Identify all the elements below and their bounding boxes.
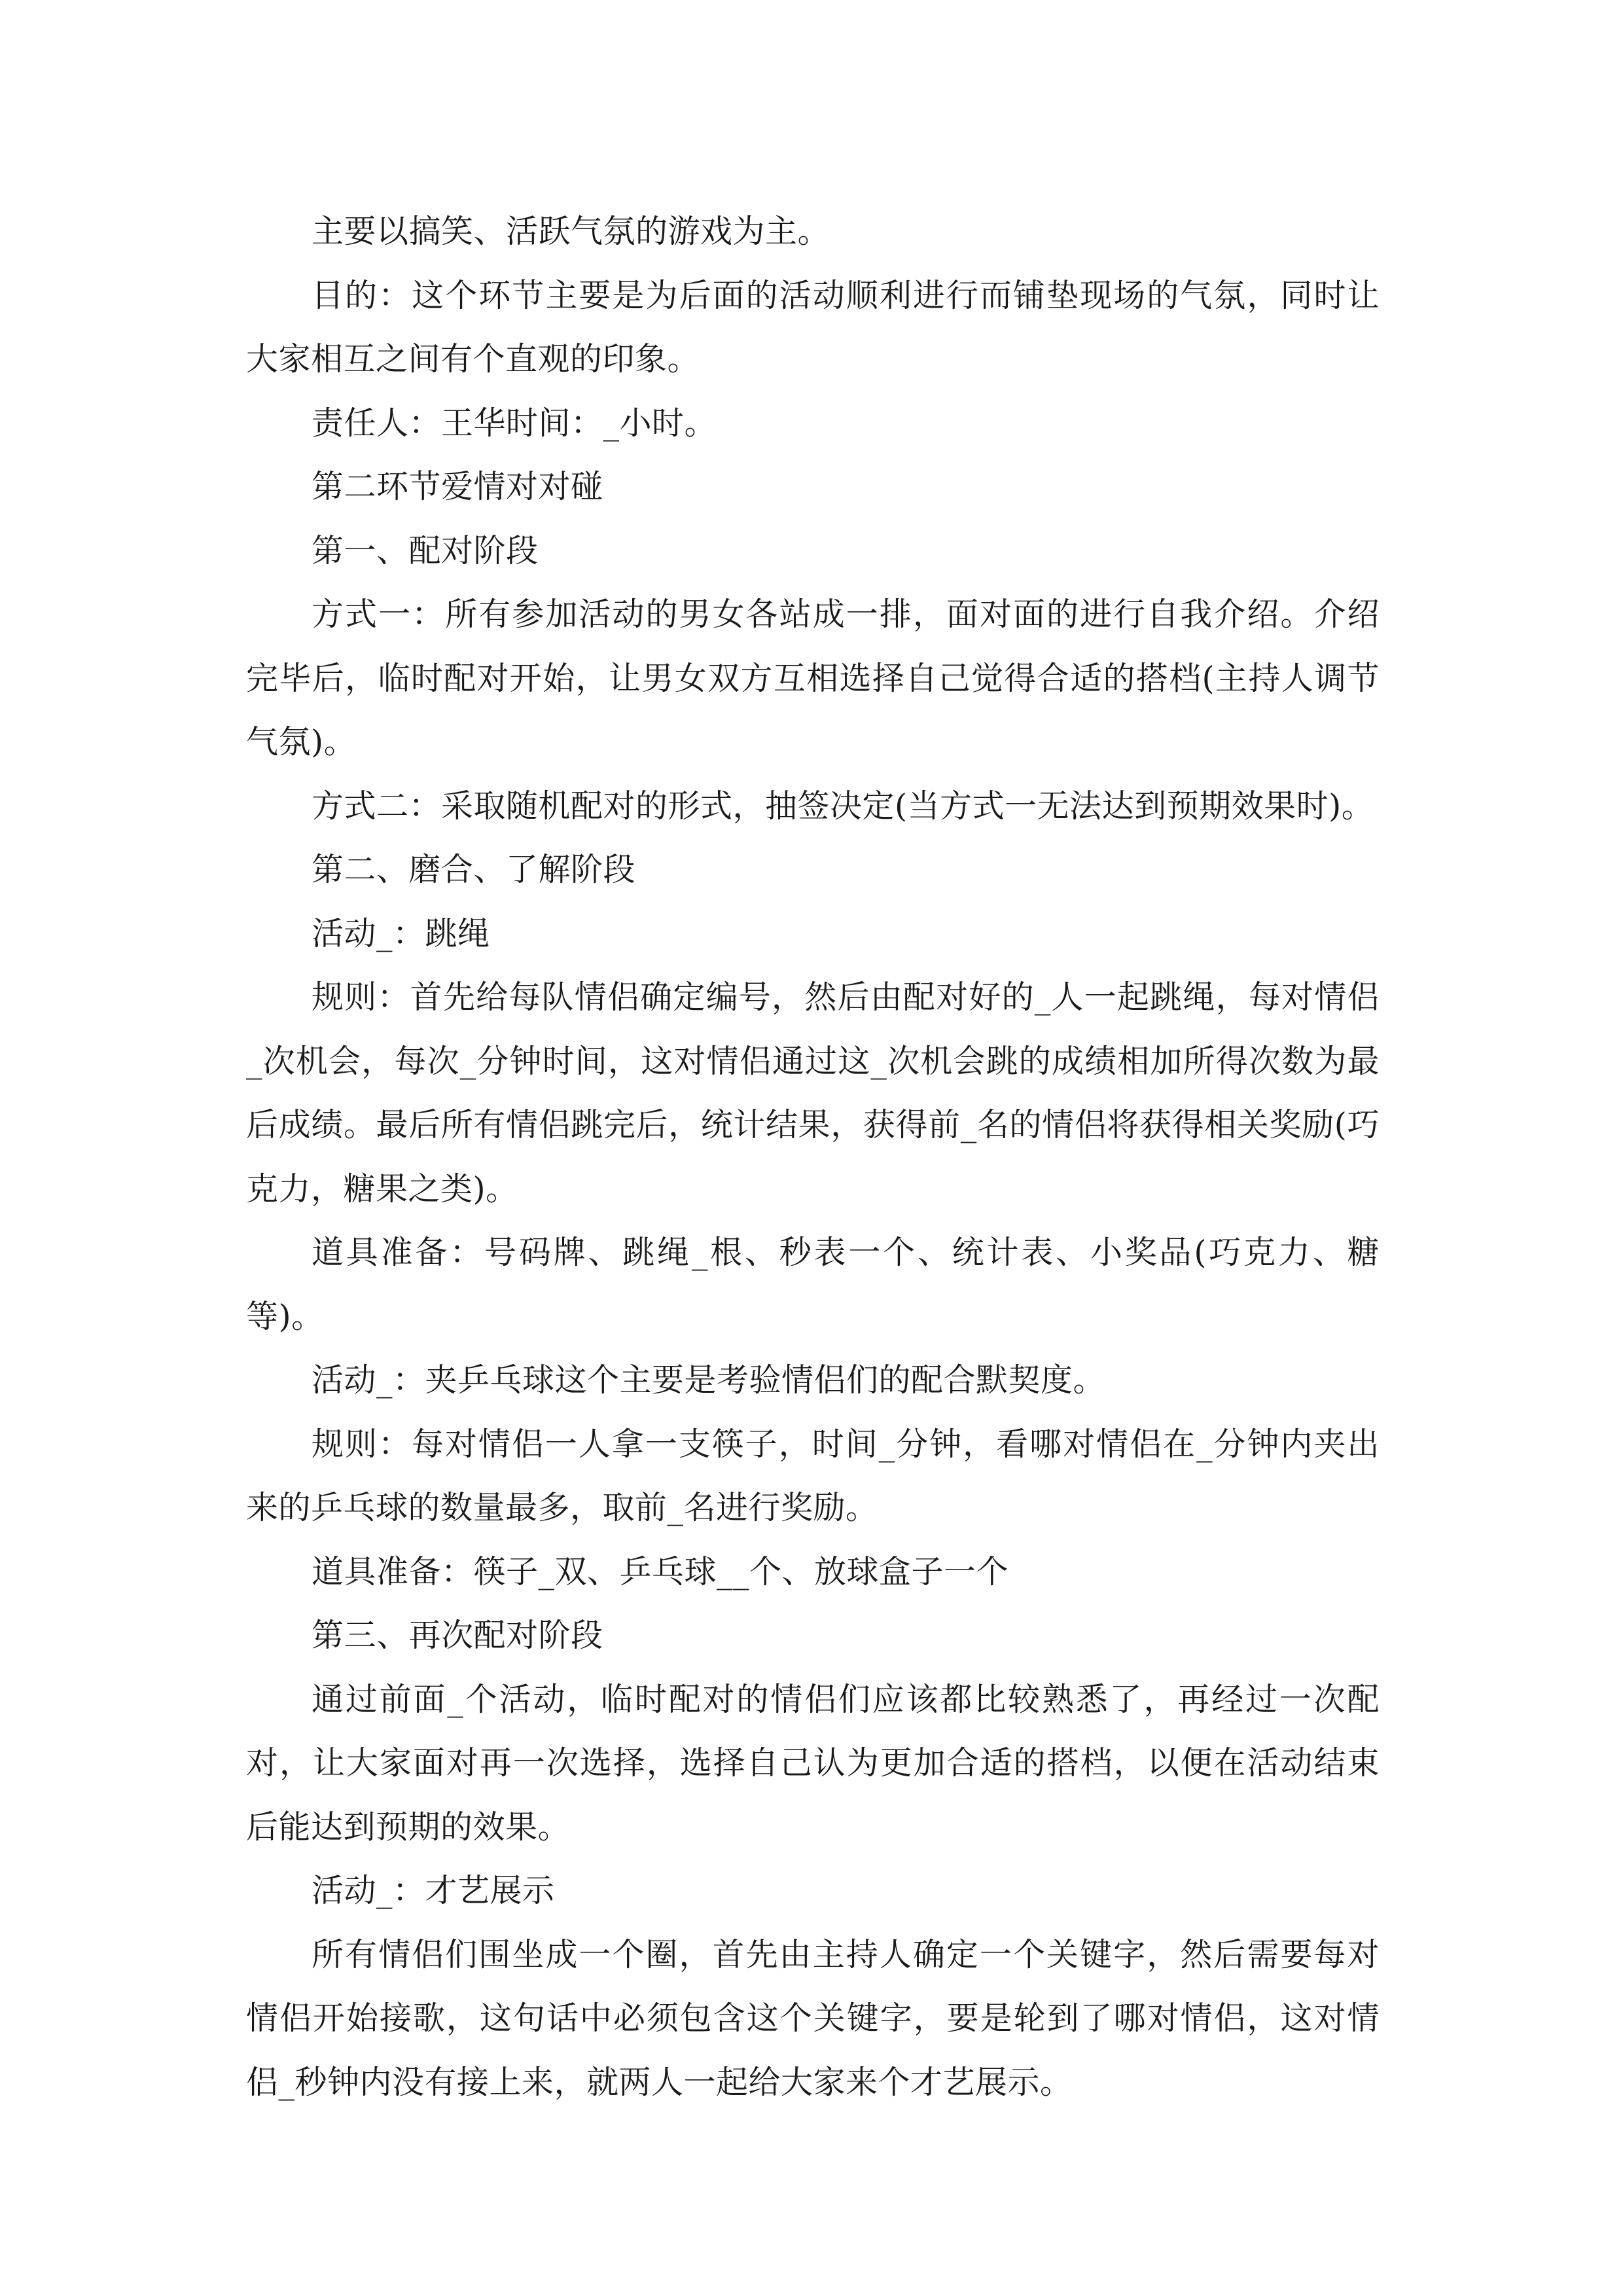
- activity-heading: 活动_：跳绳: [312, 914, 490, 952]
- paragraph: 方式一：所有参加活动的男女各站成一排，面对面的进行自我介绍。介绍完毕后，临时配对开始，让男女双方互相选择自己觉得合适的搭档(主持人调节气氛)。: [246, 596, 1380, 761]
- activity-heading: 活动_：夹乒乓球这个主要是考验情侣们的配合默契度。: [312, 1361, 1106, 1399]
- paragraph: 责任人：王华时间：_小时。: [312, 404, 717, 442]
- section-heading: 第二环节爱情对对碰: [312, 468, 603, 505]
- activity-heading: 活动_：才艺展示: [312, 1872, 555, 1909]
- subsection-heading: 第一、配对阶段: [312, 531, 539, 569]
- paragraph: 目的：这个环节主要是为后面的活动顺利进行而铺垫现场的气氛，同时让大家相互之间有个直观的印象。: [246, 276, 1380, 378]
- paragraph: 规则：首先给每队情侣确定编号，然后由配对好的_人一起跳绳，每对情侣_次机会，每次_分钟时间，这对情侣通过这_次机会跳的成绩相加所得次数为最后成绩。最后所有情侣跳完后，统计结果，获得前_名的情侣将获得相关奖励(巧克力，糖果之类)。: [246, 978, 1380, 1208]
- subsection-heading: 第三、再次配对阶段: [312, 1617, 603, 1654]
- subsection-heading: 第二、磨合、了解阶段: [312, 851, 636, 888]
- paragraph: 方式二：采取随机配对的形式，抽签决定(当方式一无法达到预期效果时)。: [312, 787, 1374, 825]
- document-body: [246, 200, 1380, 2114]
- paragraph: 道具准备：号码牌、跳绳_根、秒表一个、统计表、小奖品(巧克力、糖等)。: [246, 1234, 1380, 1335]
- paragraph: 规则：每对情侣一人拿一支筷子，时间_分钟，看哪对情侣在_分钟内夹出来的乒乓球的数量最多，取前_名进行奖励。: [246, 1425, 1380, 1526]
- paragraph: 主要以搞笑、活跃气氛的游戏为主。: [312, 213, 830, 250]
- paragraph: 通过前面_个活动，临时配对的情侣们应该都比较熟悉了，再经过一次配对，让大家面对再一次选择，选择自己认为更加合适的搭档，以便在活动结束后能达到预期的效果。: [246, 1680, 1380, 1846]
- paragraph: 道具准备：筷子_双、乒乓球__个、放球盒子一个: [312, 1552, 1009, 1590]
- paragraph: 所有情侣们围坐成一个圈，首先由主持人确定一个关键字，然后需要每对情侣开始接歌，这句话中必须包含这个关键字，要是轮到了哪对情侣，这对情侣_秒钟内没有接上来，就两人一起给大家来个才艺展示。: [246, 1935, 1380, 2101]
